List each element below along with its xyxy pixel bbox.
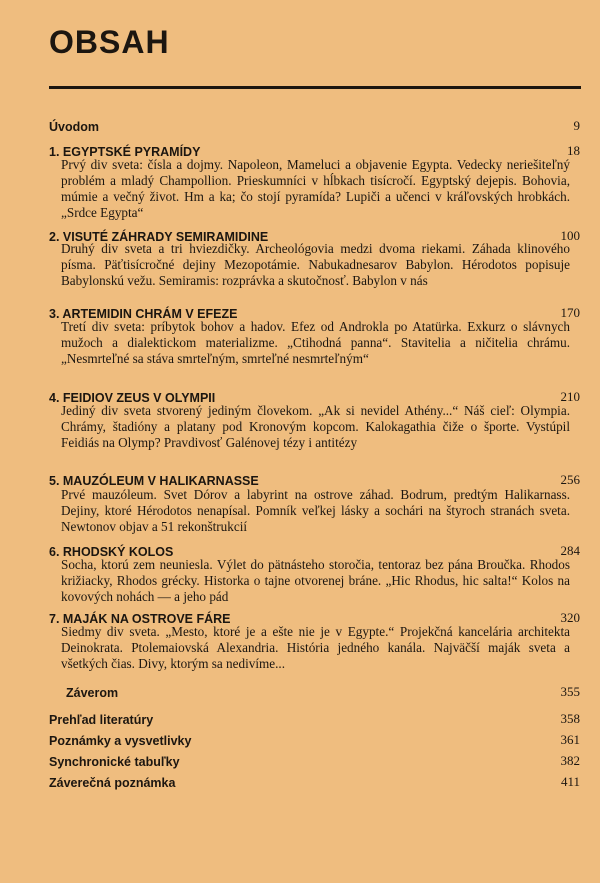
chapter-description: Tretí div sveta: príbytok bohov a hadov. Efez od Androkla po Atatürka. Exkurz o slávnych mužoch a dialektickom materializme. „Ctihodná panna“. Stavitelia a ničitelia chrámu. „Nesmrteľné sa stáva smrteľným, smrteľné nesmrteľným“: [61, 319, 570, 366]
chapter-page: 100: [560, 228, 580, 243]
back-matter-label: Poznámky a vysvetlivky: [49, 734, 192, 748]
chapter-description: Socha, ktorú zem neuniesla. Výlet do pätnásteho storočia, tentoraz bez pána Broučka. Rhodos križiacky, Rhodos grécky. Historka o tajne otvorenej bráne. „Hic Rhodus, hic salta!“ Kolos na kovových nohách — a jeho pád: [61, 557, 570, 604]
back-matter-label: Synchronické tabuľky: [49, 755, 180, 769]
page-title: OBSAH: [49, 24, 170, 60]
back-matter-label: Prehľad literatúry: [49, 713, 154, 727]
chapter-page: 210: [560, 389, 580, 404]
title-rule: [49, 86, 581, 89]
closing-page: 355: [560, 684, 580, 699]
chapter-page: 284: [560, 543, 580, 558]
chapter-page: 320: [560, 610, 580, 625]
chapter-page: 18: [567, 143, 580, 158]
chapter-description: Jediný div sveta stvorený jediným človekom. „Ak si nevidel Athény...“ Náš cieľ: Olympia. Chrámy, štadióny a platany pod Kronovým kopcom. Kalokagathia čiže o športe. Vystúpil Feidiás na Olymp? Pravdivosť Galénovej tézy i antitézy: [61, 403, 570, 450]
chapter-heading: 6. RHODSKÝ KOLOS: [49, 545, 174, 559]
chapter-heading: 7. MAJÁK NA OSTROVE FÁRE: [49, 612, 231, 626]
back-matter-page: 361: [560, 732, 580, 747]
chapter-description: Prvý div sveta: čísla a dojmy. Napoleon, Mameluci a objavenie Egypta. Vedecky neriešiteľný problém a mladý Champollion. Prieskumníci v hĺbkach tisícročí. Egyptský dejepis. Bohovia, múmie a večný život. Hm a ka; čo stojí pyramída? Lupiči a učenci v kráľovských hrobkách. „Srdce Egypta“: [61, 157, 570, 220]
chapter-page: 256: [560, 472, 580, 487]
chapter-heading: 4. FEIDIOV ZEUS V OLYMPII: [49, 391, 216, 405]
back-matter-page: 382: [560, 753, 580, 768]
chapter-heading: 2. VISUTÉ ZÁHRADY SEMIRAMIDINE: [49, 230, 269, 244]
closing-label: Záverom: [66, 686, 119, 700]
intro-page: 9: [573, 118, 580, 133]
intro-label: Úvodom: [49, 120, 99, 134]
back-matter-page: 358: [560, 711, 580, 726]
chapter-heading: 1. EGYPTSKÉ PYRAMÍDY: [49, 145, 201, 159]
chapter-heading: 3. ARTEMIDIN CHRÁM V EFEZE: [49, 307, 238, 321]
back-matter-label: Záverečná poznámka: [49, 776, 176, 790]
back-matter-page: 411: [560, 774, 580, 789]
chapter-page: 170: [560, 305, 580, 320]
chapter-description: Siedmy div sveta. „Mesto, ktoré je a ešte nie je v Egypte.“ Projekčná kancelária architekta Deinokrata. Ptolemaiovská Alexandria. História jedného kanála. Najväčší maják sveta a všetkých čias. Divy, ktorým sa nedivíme...: [61, 624, 570, 671]
chapter-description: Prvé mauzóleum. Svet Dórov a labyrint na ostrove záhad. Bodrum, predtým Halikarnass. Dejiny, ktoré Hérodotos nenapísal. Pomník veľkej lásky a sochári na štyroch stranách sveta. Newtonov objav a 51 rekonštrukcií: [61, 487, 570, 534]
chapter-description: Druhý div sveta a tri hviezdičky. Archeológovia medzi dvoma riekami. Záhada klinového písma. Päťtisícročné dejiny Mezopotámie. Nabukadnesarov Babylon. Hérodotos popisuje Babylonskú vežu. Semiramis: rozprávka a skutočnosť. Babylon v nás: [61, 241, 570, 288]
chapter-heading: 5. MAUZÓLEUM V HALIKARNASSE: [49, 474, 259, 488]
